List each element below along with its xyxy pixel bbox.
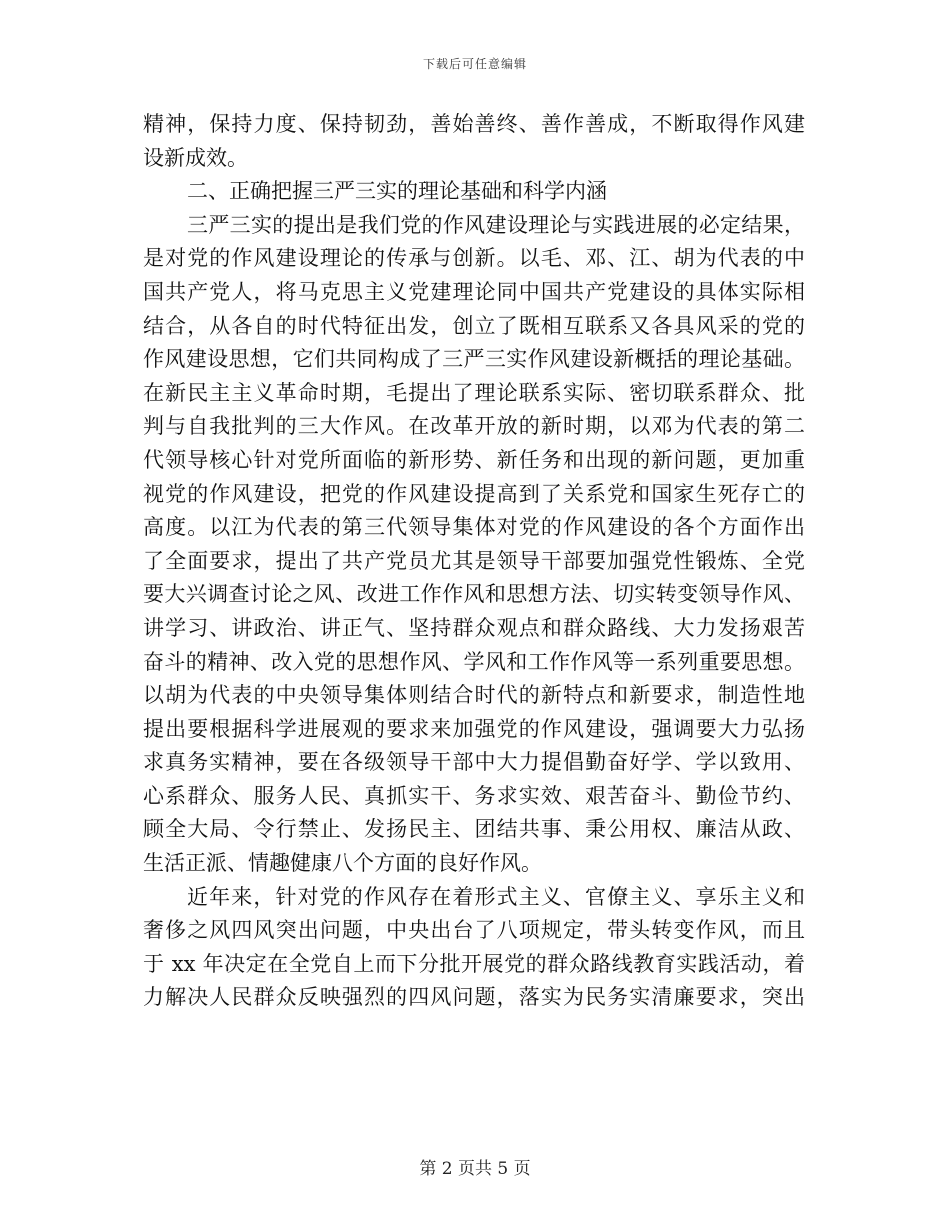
text-line: 国共产党人，将马克思主义党建理论同中国共产党建设的具体实际相 — [143, 279, 805, 304]
text-line: 提出要根据科学进展观的要求来加强党的作风建设，强调要大力弘扬 — [143, 716, 805, 741]
text-line: 心系群众、服务人民、真抓实干、务求实效、艰苦奋斗、勤俭节约、 — [143, 783, 805, 808]
text-line: 求真务实精神，要在各级领导干部中大力提倡勤奋好学、学以致用、 — [143, 750, 805, 775]
text-line: 于 xx 年决定在全党自上而下分批开展党的群众路线教育实践活动，着 — [143, 951, 805, 976]
text-line: 在新民主主义革命时期，毛提出了理论联系实际、密切联系群众、批 — [143, 380, 805, 405]
text-line: 代领导核心针对党所面临的新形势、新任务和出现的新问题，更加重 — [143, 447, 805, 472]
text-line: 结合，从各自的时代特征出发，创立了既相互联系又各具风采的党的 — [143, 313, 805, 338]
page-header: 下载后可任意编辑 — [422, 57, 527, 71]
text-line: 近年来，针对党的作风存在着形式主义、官僚主义、享乐主义和 — [187, 884, 805, 909]
text-line: 以胡为代表的中央领导集体则结合时代的新特点和新要求，制造性地 — [143, 683, 805, 708]
text-line: 力解决人民群众反映强烈的四风问题，落实为民务实清廉要求，突出 — [143, 985, 805, 1010]
page-footer: 第 2 页共 5 页 — [419, 1159, 531, 1179]
text-line: 视党的作风建设，把党的作风建设提高到了关系党和国家生死存亡的 — [143, 481, 805, 506]
text-line: 精神，保持力度、保持韧劲，善始善终、善作善成，不断取得作风建 — [143, 112, 805, 136]
text-line: 作风建设思想，它们共同构成了三严三实作风建设新概括的理论基础。 — [143, 347, 805, 372]
text-line: 要大兴调查讨论之风、改进工作作风和思想方法、切实转变领导作风、 — [143, 582, 805, 607]
text-line: 了全面要求，提出了共产党员尤其是领导干部要加强党性锻炼、全党 — [143, 548, 805, 573]
text-line: 是对党的作风建设理论的传承与创新。以毛、邓、江、胡为代表的中 — [143, 246, 805, 271]
text-line: 判与自我批判的三大作风。在改革开放的新时期，以邓为代表的第二 — [143, 414, 805, 439]
text-line: 奢侈之风四风突出问题，中央出台了八项规定，带头转变作风，而且 — [143, 918, 805, 943]
text-line: 顾全大局、令行禁止、发扬民主、团结共事、秉公用权、廉洁从政、 — [143, 817, 805, 842]
section-heading: 二、正确把握三严三实的理论基础和科学内涵 — [187, 179, 607, 204]
text-line: 生活正派、情趣健康八个方面的良好作风。 — [143, 851, 542, 876]
text-line: 三严三实的提出是我们党的作风建设理论与实践进展的必定结果， — [187, 212, 805, 237]
document-body — [143, 108, 805, 1015]
text-line: 讲学习、讲政治、讲正气、坚持群众观点和群众路线、大力发扬艰苦 — [143, 615, 805, 640]
text-line: 高度。以江为代表的第三代领导集体对党的作风建设的各个方面作出 — [143, 515, 805, 540]
text-line: 奋斗的精神、改入党的思想作风、学风和工作作风等一系列重要思想。 — [143, 649, 805, 674]
text-line: 设新成效。 — [143, 145, 248, 170]
